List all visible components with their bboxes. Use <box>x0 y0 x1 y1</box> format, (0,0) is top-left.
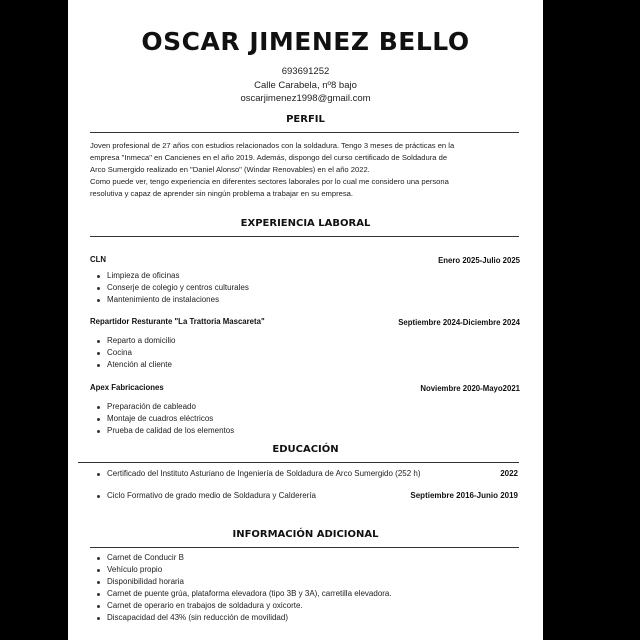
profile-line: Joven profesional de 27 años con estudios relacionados con la soldadura. Tengo 3 meses de prácticas en la <box>90 141 455 150</box>
list-item: Carnet de operario en trabajos de soldadura y oxicorte. <box>91 600 392 612</box>
profile-section-title: PERFIL <box>286 114 325 125</box>
job-company: CLN <box>90 255 107 264</box>
job-dates: Noviembre 2020-Mayo2021 <box>420 384 520 393</box>
job-task-list <box>91 335 175 371</box>
additional-section-title: INFORMACIÓN ADICIONAL <box>232 529 379 540</box>
contact-address: Calle Carabela, nº8 bajo <box>254 80 357 91</box>
profile-line: resolutiva y capaz de aprender sin ningún problema a trabajar en su empresa. <box>90 189 353 198</box>
job-task-list <box>91 270 249 306</box>
list-item: Mantenimiento de instalaciones <box>91 294 249 306</box>
job-company: Apex Fabricaciones <box>90 383 164 392</box>
candidate-name: OSCAR JIMENEZ BELLO <box>141 27 470 56</box>
contact-email: oscarjimenez1998@gmail.com <box>240 93 371 104</box>
contact-phone: 693691252 <box>281 66 330 77</box>
list-item: Carnet de Conducir B <box>91 552 392 564</box>
education-item <box>91 490 316 502</box>
list-item: Preparación de cableado <box>91 401 234 413</box>
list-item: Atención al cliente <box>91 359 175 371</box>
resume-page <box>68 0 543 640</box>
job-dates: Septiembre 2024-Diciembre 2024 <box>398 318 520 327</box>
job-dates: Enero 2025-Julio 2025 <box>438 256 520 265</box>
list-item: Conserje de colegio y centros culturales <box>91 282 249 294</box>
list-item: Prueba de calidad de los elementos <box>91 425 234 437</box>
education-text: Certificado del Instituto Asturiano de Ingeniería de Soldadura de Arco Sumergido (252 h) <box>91 468 421 480</box>
list-item: Vehículo propio <box>91 564 392 576</box>
list-item: Reparto a domicilio <box>91 335 175 347</box>
job-company: Repartidor Resturante "La Trattoria Mascareta" <box>90 317 265 326</box>
education-section-title: EDUCACIÓN <box>272 444 339 455</box>
additional-list <box>91 552 392 624</box>
list-item: Disponibilidad horaria <box>91 576 392 588</box>
job-task-list <box>91 401 234 437</box>
profile-line: empresa "Inmeca" en Cancienes en el año 2019. Además, dispongo del curso certificado de Soldadura de <box>90 153 448 162</box>
list-item: Discapacidad del 43% (sin reducción de movilidad) <box>91 612 392 624</box>
experience-section-title: EXPERIENCIA LABORAL <box>240 218 371 229</box>
education-divider <box>78 462 519 463</box>
education-date: Septiembre 2016-Junio 2019 <box>410 491 518 500</box>
experience-divider <box>90 236 519 237</box>
list-item: Cocina <box>91 347 175 359</box>
list-item: Carnet de puente grúa, plataforma elevadora (tipo 3B y 3A), carretilla elevadora. <box>91 588 392 600</box>
education-date: 2022 <box>500 469 518 478</box>
additional-divider <box>90 547 519 548</box>
profile-line: Como puede ver, tengo experiencia en diferentes sectores laborales por lo cual me considero una persona <box>90 177 449 186</box>
education-text: Ciclo Formativo de grado medio de Soldadura y Calderería <box>91 490 316 502</box>
profile-line: Arco Sumergido realizado en "Daniel Alonso" (Windar Renovables) en el año 2022. <box>90 165 370 174</box>
profile-divider <box>90 132 519 133</box>
list-item: Montaje de cuadros eléctricos <box>91 413 234 425</box>
profile-paragraph <box>90 140 519 200</box>
list-item: Limpieza de oficinas <box>91 270 249 282</box>
